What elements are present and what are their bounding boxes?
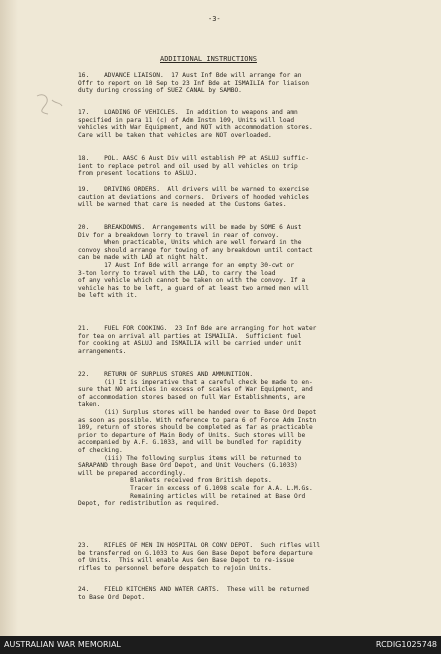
paragraph-line: 22. RETURN OF SURPLUS STORES AND AMMUNITION. bbox=[78, 371, 254, 378]
paragraph-line: 19. DRIVING ORDERS. All drivers will be warned to exercise bbox=[78, 186, 309, 193]
paragraph-line: be transferred on G.1033 to Aus Gen Base Depot before departure bbox=[78, 549, 313, 557]
paragraph-16 bbox=[78, 72, 418, 95]
paragraph-23 bbox=[78, 542, 418, 572]
paragraph-line: vehicle has to be left, a guard of at least two armed men will bbox=[78, 284, 309, 292]
paragraph-line: to Base Ord Depot. bbox=[78, 593, 146, 601]
section-heading: ADDITIONAL INSTRUCTIONS bbox=[160, 55, 257, 63]
paragraph-line: convoy should arrange for towing of any breakdown until contact bbox=[78, 246, 313, 254]
paragraph-line: 17. LOADING OF VEHICLES. In addition to weapons and amn bbox=[78, 109, 298, 116]
footer-record-id: RCDIG1025748 bbox=[375, 640, 437, 649]
paragraph-line: 17 Aust Inf Bde will arrange for an empty 30-cwt or bbox=[78, 261, 295, 269]
paragraph-24 bbox=[78, 586, 418, 601]
paragraph-line: 23. RIFLES OF MEN IN HOSPITAL OR CONV DEPOT. Such rifles will bbox=[78, 542, 321, 549]
margin-handwriting bbox=[34, 90, 66, 130]
paragraph-line: 20. BREAKDOWNS. Arrangements will be made by SOME 6 Aust bbox=[78, 224, 302, 231]
page-edge bbox=[0, 0, 18, 636]
paragraph-19 bbox=[78, 186, 418, 209]
paragraph-22 bbox=[78, 371, 418, 508]
paragraph-line: for cooking at ASLUJ and ISMAILIA will be carried under unit bbox=[78, 340, 302, 348]
paragraph-line: specified in para 11 (c) of Adm Instn 109, Units will load bbox=[78, 116, 295, 124]
paragraph-line: will be warned that care is needed at the Customs Gates. bbox=[78, 201, 287, 209]
paragraph-line: for tea on arrival all parties at ISMAILIA. Sufficient fuel bbox=[78, 332, 302, 340]
paragraph-line: (ii) Surplus stores will be handed over to Base Ord Depot bbox=[78, 408, 317, 416]
paragraph-line: of accommodation stores based on full War Establishments, are bbox=[78, 393, 306, 401]
paragraph-line: as soon as possible. With reference to para 6 of Force Adm Instn bbox=[78, 416, 317, 424]
paragraph-17 bbox=[78, 109, 418, 139]
paragraph-line: (i) It is imperative that a careful check be made to en- bbox=[78, 378, 313, 386]
paragraph-line: Div for a breakdown lorry to travel in rear of convoy. bbox=[78, 231, 280, 239]
paragraph-18 bbox=[78, 155, 418, 178]
paragraph-line: rifles to personnel before despatch to rejoin Units. bbox=[78, 564, 272, 572]
paragraph-line: be left with it. bbox=[78, 292, 138, 300]
paragraph-line: Depot, for redistribution as required. bbox=[78, 500, 220, 508]
paragraph-line: accompanied by A.F. G.1033, and will be bundled for rapidity bbox=[78, 439, 302, 447]
paragraph-line: 16. ADVANCE LIAISON. 17 Aust Inf Bde will arrange for an bbox=[78, 72, 302, 79]
paragraph-line: Tracer in excess of G.1098 scale for A.A. L.M.Gs. bbox=[78, 484, 313, 492]
paragraph-line: 18. POL. AASC 6 Aust Div will establish PP at ASLUJ suffic- bbox=[78, 155, 309, 162]
paragraph-line: Remaining articles will be retained at Base Ord bbox=[78, 492, 306, 500]
paragraph-line: ient to replace petrol and oil used by all vehicles on trip bbox=[78, 162, 298, 170]
footer-institution: AUSTRALIAN WAR MEMORIAL bbox=[4, 640, 121, 649]
page-number: -3- bbox=[208, 15, 221, 23]
paragraph-line: 109, return of stores should be completed as far as practicable bbox=[78, 424, 313, 432]
paragraph-20 bbox=[78, 224, 418, 300]
archive-footer bbox=[0, 636, 441, 654]
paragraph-line: will be prepared accordingly. bbox=[78, 469, 187, 477]
paragraph-line: caution at deviations and corners. Drivers of hooded vehicles bbox=[78, 193, 309, 201]
paragraph-line: taken. bbox=[78, 401, 101, 409]
paragraph-line: duty during crossing of SUEZ CANAL by SAMBO. bbox=[78, 87, 242, 95]
paragraph-line: (iii) The following surplus items will be returned to bbox=[78, 454, 302, 462]
paragraph-line: Care will be taken that vehicles are NOT overloaded. bbox=[78, 131, 272, 139]
paragraph-line: 3-ton lorry to travel with the LAD, to carry the load bbox=[78, 269, 276, 277]
paragraph-line: arrangements. bbox=[78, 347, 127, 355]
paragraph-line: vehicles with War Equipment, and NOT with accommodation stores. bbox=[78, 124, 313, 132]
paragraph-line: of checking. bbox=[78, 446, 123, 454]
paragraph-line: sure that NO articles in excess of scales of War Equipment, and bbox=[78, 386, 313, 394]
paragraph-21 bbox=[78, 325, 418, 355]
paragraph-line: Blankets received from British depots. bbox=[78, 477, 272, 485]
paragraph-line: of Units. This will enable Aus Gen Base Depot to re-issue bbox=[78, 557, 295, 565]
paragraph-line: SARAPAND through Base Ord Depot, and Unit Vouchers (G.1033) bbox=[78, 462, 298, 470]
paragraph-line: 21. FUEL FOR COOKING. 23 Inf Bde are arranging for hot water bbox=[78, 325, 317, 332]
paragraph-line: Offr to report on 10 Sep to 23 Inf Bde at ISMAILIA for liaison bbox=[78, 79, 309, 87]
paragraph-line: 24. FIELD KITCHENS AND WATER CARTS. These will be returned bbox=[78, 586, 309, 593]
paragraph-line: can be made with LAD at night halt. bbox=[78, 254, 209, 262]
paragraph-line: When practicable, Units which are well forward in the bbox=[78, 239, 302, 247]
paragraph-line: prior to departure of Main Body of Units. Such stores will be bbox=[78, 431, 306, 439]
paragraph-line: from present locations to ASLUJ. bbox=[78, 170, 198, 178]
paragraph-line: of any vehicle which cannot be taken on with the convoy. If a bbox=[78, 277, 306, 285]
